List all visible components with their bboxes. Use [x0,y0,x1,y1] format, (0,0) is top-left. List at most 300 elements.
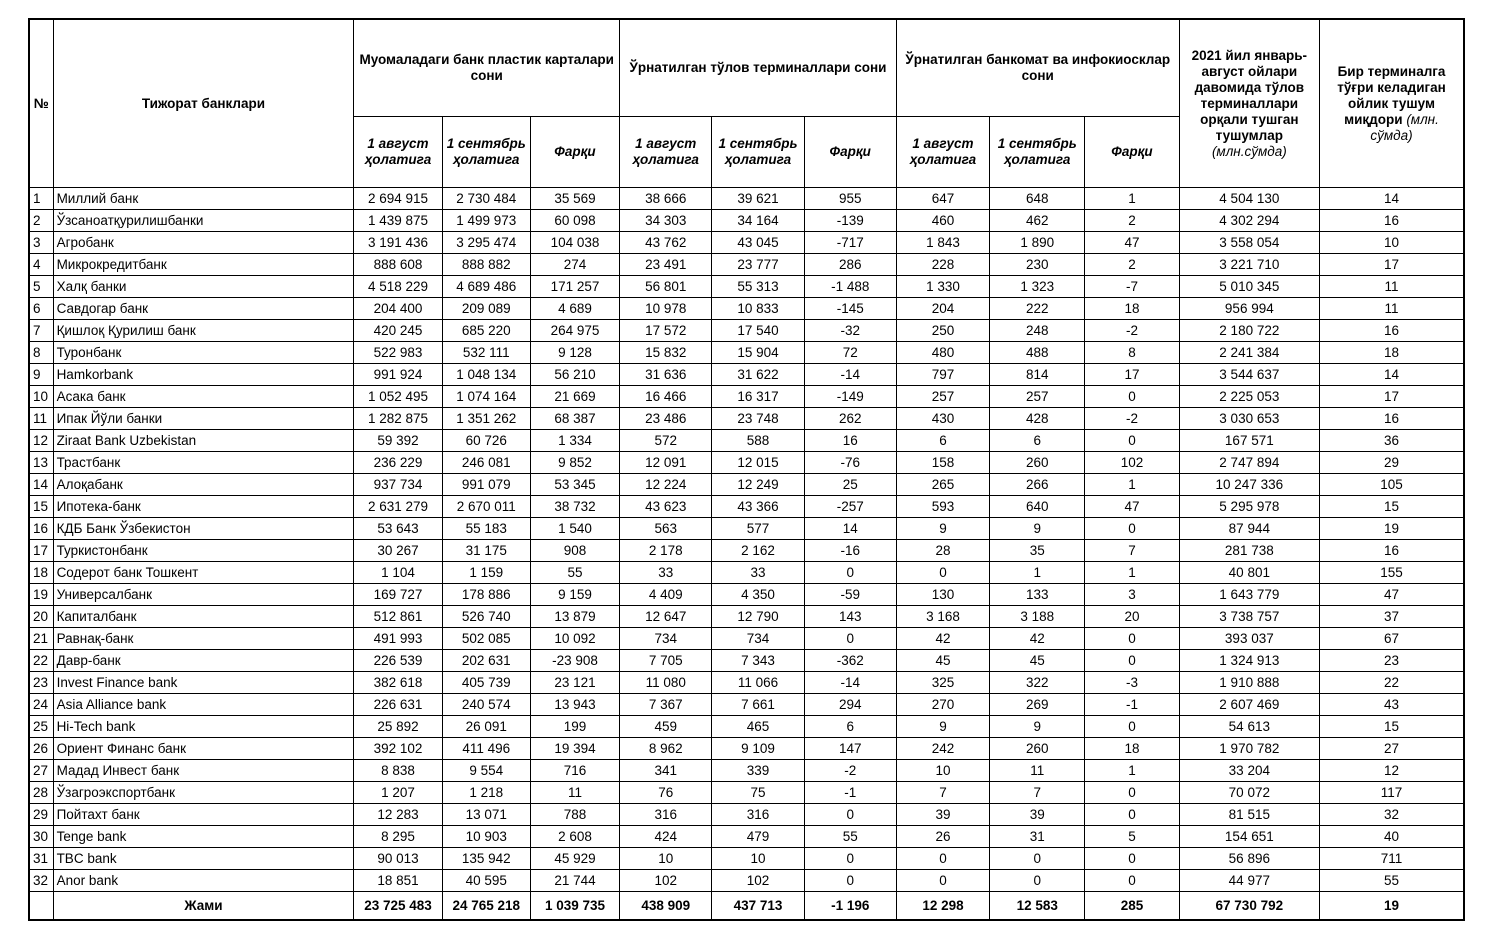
table-row [29,210,1464,232]
cell-rev: 10 247 336 [1179,474,1319,496]
cell-rev: 56 896 [1179,848,1319,870]
header-terminals-sep: 1 сентябрь ҳолатига [712,117,804,188]
cell-a1: 270 [896,694,989,716]
cell-t2: 75 [712,782,804,804]
bank-name: КДБ Банк Ўзбекистон [53,518,354,540]
row-number: 23 [29,672,53,694]
header-per-terminal [1320,19,1464,188]
cell-t3: -139 [804,210,896,232]
cell-a1: 0 [896,870,989,892]
total-cell: 23 725 483 [354,892,442,921]
cell-c1: 8 838 [354,760,442,782]
cell-per: 47 [1320,584,1464,606]
cell-a3: 0 [1085,848,1179,870]
cell-c2: 202 631 [442,650,530,672]
cell-c3: 11 [530,782,619,804]
cell-per: 43 [1320,694,1464,716]
cell-c2: 526 740 [442,606,530,628]
cell-t1: 2 178 [620,540,712,562]
cell-t3: 955 [804,188,896,210]
header-revenue-label: 2021 йил январь-август ойлари давомида тўлов терминаллари орқали тушган тушумлар [1191,47,1308,143]
total-row [29,892,1464,921]
cell-c2: 1 499 973 [442,210,530,232]
cell-rev: 3 544 637 [1179,364,1319,386]
cell-rev: 2 180 722 [1179,320,1319,342]
header-cards-aug: 1 август ҳолатига [354,117,442,188]
cell-c2: 31 175 [442,540,530,562]
cell-c3: 35 569 [530,188,619,210]
cell-a2: 3 188 [990,606,1085,628]
cell-a1: 42 [896,628,989,650]
header-per-terminal-label: Бир терминалга тўғри келадиган ойлик тушум миқдори [1337,63,1446,127]
cell-t1: 8 962 [620,738,712,760]
cell-c2: 1 218 [442,782,530,804]
cell-per: 10 [1320,232,1464,254]
cell-a2: 1 323 [990,276,1085,298]
cell-a3: 0 [1085,650,1179,672]
table-row [29,738,1464,760]
cell-per: 117 [1320,782,1464,804]
cell-t2: 23 777 [712,254,804,276]
table-row [29,540,1464,562]
cell-t3: -149 [804,386,896,408]
cell-a1: 10 [896,760,989,782]
cell-per: 14 [1320,188,1464,210]
table-row [29,584,1464,606]
cell-c1: 90 013 [354,848,442,870]
bank-name: Агробанк [53,232,354,254]
row-number: 26 [29,738,53,760]
cell-c3: 1 334 [530,430,619,452]
cell-per: 32 [1320,804,1464,826]
table-row [29,606,1464,628]
row-number: 14 [29,474,53,496]
row-number: 19 [29,584,53,606]
cell-t3: 147 [804,738,896,760]
cell-a3: 0 [1085,386,1179,408]
cell-rev: 1 970 782 [1179,738,1319,760]
cell-per: 55 [1320,870,1464,892]
cell-t1: 4 409 [620,584,712,606]
cell-c1: 2 694 915 [354,188,442,210]
cell-t1: 16 466 [620,386,712,408]
cell-t1: 7 705 [620,650,712,672]
bank-name: Hamkorbank [53,364,354,386]
cell-c3: 23 121 [530,672,619,694]
cell-c3: 60 098 [530,210,619,232]
cell-c1: 491 993 [354,628,442,650]
cell-per: 16 [1320,540,1464,562]
table-header [29,19,1464,188]
cell-c1: 8 295 [354,826,442,848]
cell-c2: 2 730 484 [442,188,530,210]
cell-t1: 17 572 [620,320,712,342]
cell-a1: 6 [896,430,989,452]
table-row [29,562,1464,584]
cell-c3: 9 159 [530,584,619,606]
cell-a2: 42 [990,628,1085,650]
cell-a3: 18 [1085,738,1179,760]
row-number: 6 [29,298,53,320]
cell-a3: 2 [1085,210,1179,232]
cell-rev: 5 010 345 [1179,276,1319,298]
cell-t1: 12 091 [620,452,712,474]
bank-name: Ипотека-банк [53,496,354,518]
cell-rev: 44 977 [1179,870,1319,892]
bank-name: Универсалбанк [53,584,354,606]
row-number: 4 [29,254,53,276]
cell-t3: 0 [804,628,896,650]
cell-t3: 14 [804,518,896,540]
cell-per: 15 [1320,716,1464,738]
cell-a1: 228 [896,254,989,276]
cell-a3: 102 [1085,452,1179,474]
cell-t2: 12 015 [712,452,804,474]
bank-name: Туронбанк [53,342,354,364]
table-row [29,694,1464,716]
total-cell: 1 039 735 [530,892,619,921]
cell-t3: -145 [804,298,896,320]
cell-t2: 11 066 [712,672,804,694]
cell-c3: 199 [530,716,619,738]
cell-a1: 39 [896,804,989,826]
row-number: 1 [29,188,53,210]
cell-a3: 0 [1085,430,1179,452]
cell-a3: 47 [1085,232,1179,254]
cell-a3: 0 [1085,870,1179,892]
cell-a1: 430 [896,408,989,430]
cell-a1: 647 [896,188,989,210]
cell-a2: 640 [990,496,1085,518]
cell-a2: 322 [990,672,1085,694]
cell-c1: 382 618 [354,672,442,694]
cell-rev: 2 225 053 [1179,386,1319,408]
cell-rev: 2 241 384 [1179,342,1319,364]
table-footer [29,892,1464,921]
cell-c2: 1 159 [442,562,530,584]
cell-rev: 167 571 [1179,430,1319,452]
bank-name: Ўзагроэкспортбанк [53,782,354,804]
cell-c1: 226 539 [354,650,442,672]
header-atm-diff: Фарқи [1085,117,1179,188]
cell-c2: 685 220 [442,320,530,342]
table-row [29,364,1464,386]
cell-a3: 0 [1085,716,1179,738]
cell-rev: 393 037 [1179,628,1319,650]
cell-a2: 428 [990,408,1085,430]
cell-t1: 43 762 [620,232,712,254]
cell-c3: 788 [530,804,619,826]
total-cell: 438 909 [620,892,712,921]
bank-name: Invest Finance bank [53,672,354,694]
cell-t3: 262 [804,408,896,430]
cell-c2: 135 942 [442,848,530,870]
table-row [29,386,1464,408]
cell-c2: 26 091 [442,716,530,738]
cell-rev: 33 204 [1179,760,1319,782]
header-terminals-aug: 1 август ҳолатига [620,117,712,188]
cell-c2: 532 111 [442,342,530,364]
cell-t1: 56 801 [620,276,712,298]
cell-a3: 0 [1085,804,1179,826]
bank-name: Равнақ-банк [53,628,354,650]
cell-t1: 563 [620,518,712,540]
cell-t3: 294 [804,694,896,716]
cell-t3: -362 [804,650,896,672]
row-number: 25 [29,716,53,738]
cell-a2: 488 [990,342,1085,364]
cell-t2: 588 [712,430,804,452]
cell-a3: -2 [1085,320,1179,342]
cell-t3: 25 [804,474,896,496]
bank-name: Anor bank [53,870,354,892]
row-number: 28 [29,782,53,804]
cell-c1: 226 631 [354,694,442,716]
bank-name: Давр-банк [53,650,354,672]
bank-name: Алоқабанк [53,474,354,496]
cell-a1: 7 [896,782,989,804]
cell-a1: 325 [896,672,989,694]
row-number: 22 [29,650,53,672]
cell-rev: 2 747 894 [1179,452,1319,474]
cell-c1: 30 267 [354,540,442,562]
cell-t2: 577 [712,518,804,540]
cell-rev: 81 515 [1179,804,1319,826]
table-row [29,716,1464,738]
table-row [29,496,1464,518]
cell-t3: 143 [804,606,896,628]
cell-rev: 1 324 913 [1179,650,1319,672]
cell-t3: -2 [804,760,896,782]
cell-t1: 23 486 [620,408,712,430]
row-number: 3 [29,232,53,254]
cell-a2: 1 [990,562,1085,584]
cell-t2: 17 540 [712,320,804,342]
cell-per: 37 [1320,606,1464,628]
cell-c1: 1 104 [354,562,442,584]
cell-t3: 6 [804,716,896,738]
cell-a1: 797 [896,364,989,386]
row-number: 32 [29,870,53,892]
cell-a3: 7 [1085,540,1179,562]
row-number: 10 [29,386,53,408]
table-row [29,232,1464,254]
cell-t1: 33 [620,562,712,584]
bank-name: Tenge bank [53,826,354,848]
cell-c3: 2 608 [530,826,619,848]
cell-per: 27 [1320,738,1464,760]
cell-a3: 0 [1085,518,1179,540]
cell-rev: 2 607 469 [1179,694,1319,716]
cell-a2: 260 [990,452,1085,474]
cell-t2: 9 109 [712,738,804,760]
cell-a2: 11 [990,760,1085,782]
cell-t1: 15 832 [620,342,712,364]
cell-t1: 23 491 [620,254,712,276]
header-revenue [1179,19,1319,188]
cell-t1: 102 [620,870,712,892]
row-number: 13 [29,452,53,474]
cell-a2: 6 [990,430,1085,452]
cell-rev: 70 072 [1179,782,1319,804]
row-number: 21 [29,628,53,650]
cell-t1: 10 [620,848,712,870]
cell-t3: 55 [804,826,896,848]
row-number: 15 [29,496,53,518]
cell-c3: 68 387 [530,408,619,430]
table-row [29,430,1464,452]
cell-t2: 10 833 [712,298,804,320]
cell-c3: 21 744 [530,870,619,892]
header-cards-group: Муомаладаги банк пластик карталари сони [354,19,620,117]
row-number: 29 [29,804,53,826]
cell-c3: 53 345 [530,474,619,496]
cell-per: 155 [1320,562,1464,584]
table-row [29,760,1464,782]
table-row [29,452,1464,474]
cell-c3: 1 540 [530,518,619,540]
cell-a2: 248 [990,320,1085,342]
cell-c3: 13 879 [530,606,619,628]
cell-a2: 39 [990,804,1085,826]
cell-a2: 814 [990,364,1085,386]
cell-a1: 257 [896,386,989,408]
cell-per: 17 [1320,254,1464,276]
bank-name: Ўзсаноатқурилишбанки [53,210,354,232]
header-cards-sep: 1 сентябрь ҳолатига [442,117,530,188]
cell-t2: 34 164 [712,210,804,232]
cell-t2: 16 317 [712,386,804,408]
row-number: 12 [29,430,53,452]
cell-per: 105 [1320,474,1464,496]
cell-rev: 154 651 [1179,826,1319,848]
bank-name: Asia Alliance bank [53,694,354,716]
cell-a2: 35 [990,540,1085,562]
cell-a1: 204 [896,298,989,320]
cell-t2: 4 350 [712,584,804,606]
cell-c2: 405 739 [442,672,530,694]
cell-a3: 0 [1085,628,1179,650]
bank-name: Пойтахт банк [53,804,354,826]
cell-t1: 38 666 [620,188,712,210]
cell-t2: 465 [712,716,804,738]
cell-c1: 1 052 495 [354,386,442,408]
cell-t2: 12 790 [712,606,804,628]
total-cell: 67 730 792 [1179,892,1319,921]
cell-c3: 38 732 [530,496,619,518]
cell-c1: 4 518 229 [354,276,442,298]
cell-c2: 2 670 011 [442,496,530,518]
cell-rev: 3 558 054 [1179,232,1319,254]
bank-name: Асака банк [53,386,354,408]
cell-t1: 424 [620,826,712,848]
table-body [29,188,1464,892]
cell-rev: 54 613 [1179,716,1319,738]
table-row [29,870,1464,892]
cell-per: 711 [1320,848,1464,870]
cell-rev: 4 504 130 [1179,188,1319,210]
table-row [29,188,1464,210]
cell-a3: 1 [1085,474,1179,496]
cell-c1: 18 851 [354,870,442,892]
cell-c3: 9 852 [530,452,619,474]
cell-t3: 72 [804,342,896,364]
bank-name: Ипак Йўли банки [53,408,354,430]
cell-t1: 316 [620,804,712,826]
table-row [29,254,1464,276]
cell-a3: 3 [1085,584,1179,606]
cell-a3: 1 [1085,760,1179,782]
cell-c3: 13 943 [530,694,619,716]
cell-t1: 572 [620,430,712,452]
row-number: 16 [29,518,53,540]
cell-c3: 908 [530,540,619,562]
total-cell: 437 713 [712,892,804,921]
cell-rev: 3 221 710 [1179,254,1319,276]
cell-a2: 257 [990,386,1085,408]
cell-per: 15 [1320,496,1464,518]
header-atm-aug: 1 август ҳолатига [896,117,989,188]
total-cell: 12 583 [990,892,1085,921]
cell-rev: 87 944 [1179,518,1319,540]
cell-t1: 7 367 [620,694,712,716]
bank-name: Трастбанк [53,452,354,474]
cell-c2: 10 903 [442,826,530,848]
cell-t2: 23 748 [712,408,804,430]
cell-c3: 716 [530,760,619,782]
cell-a3: 47 [1085,496,1179,518]
cell-a2: 133 [990,584,1085,606]
cell-c3: -23 908 [530,650,619,672]
cell-t3: -1 488 [804,276,896,298]
cell-c2: 60 726 [442,430,530,452]
cell-a3: -7 [1085,276,1179,298]
cell-c2: 55 183 [442,518,530,540]
total-cell: -1 196 [804,892,896,921]
header-banks: Тижорат банклари [53,19,354,188]
cell-rev: 1 910 888 [1179,672,1319,694]
cell-t3: -59 [804,584,896,606]
cell-c1: 25 892 [354,716,442,738]
cell-a3: 2 [1085,254,1179,276]
cell-c2: 1 074 164 [442,386,530,408]
cell-a2: 269 [990,694,1085,716]
cell-a1: 158 [896,452,989,474]
cell-a2: 260 [990,738,1085,760]
cell-t1: 11 080 [620,672,712,694]
cell-a1: 9 [896,518,989,540]
bank-name: Миллий банк [53,188,354,210]
cell-c3: 264 975 [530,320,619,342]
cell-a1: 3 168 [896,606,989,628]
cell-a3: 18 [1085,298,1179,320]
cell-a3: 1 [1085,562,1179,584]
table-row [29,298,1464,320]
cell-t1: 459 [620,716,712,738]
cell-t2: 102 [712,870,804,892]
cell-c1: 1 439 875 [354,210,442,232]
cell-a3: 5 [1085,826,1179,848]
cell-t1: 76 [620,782,712,804]
cell-a2: 266 [990,474,1085,496]
cell-c1: 1 282 875 [354,408,442,430]
header-terminals-group: Ўрнатилган тўлов терминаллари сони [620,19,897,117]
cell-c1: 59 392 [354,430,442,452]
row-number: 20 [29,606,53,628]
cell-a2: 230 [990,254,1085,276]
cell-c2: 13 071 [442,804,530,826]
cell-c3: 171 257 [530,276,619,298]
